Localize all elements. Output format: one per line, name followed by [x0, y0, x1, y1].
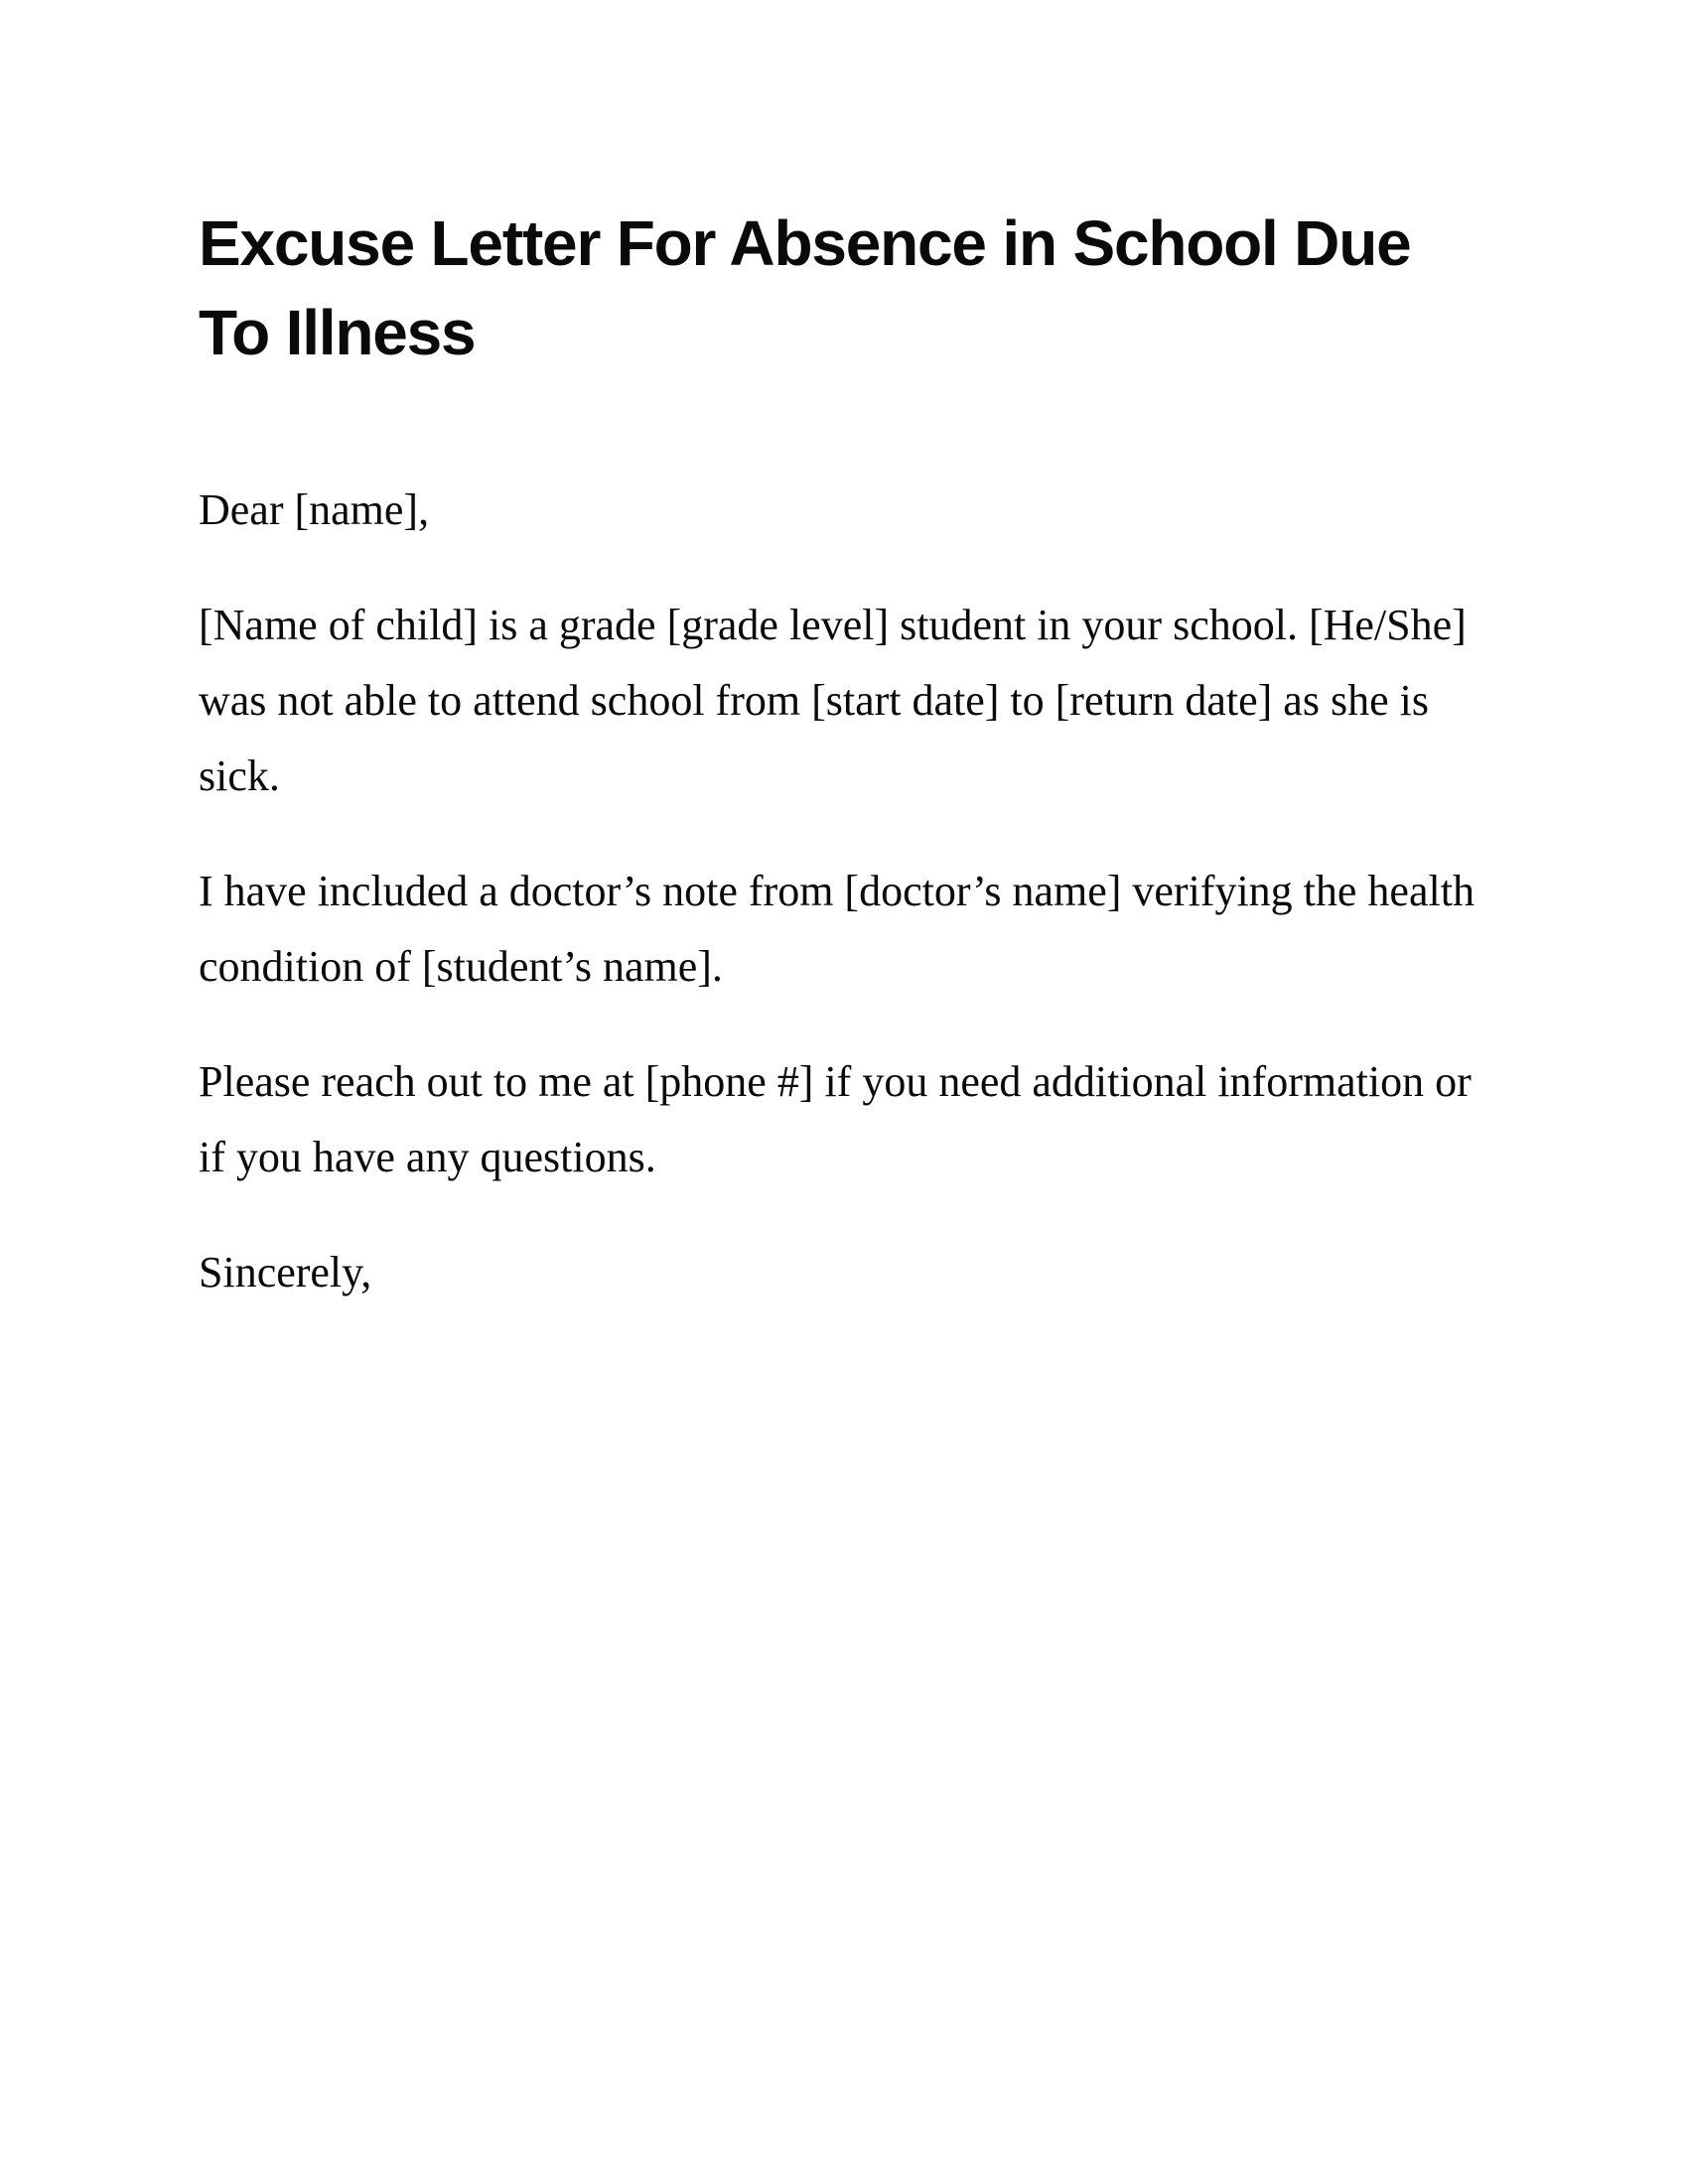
- paragraph-contact: Please reach out to me at [phone #] if you need additional information or if you have any questions.: [199, 1057, 1472, 1181]
- letter-content: [199, 199, 1489, 1310]
- paragraph-doctor-note: I have included a doctor’s note from [doctor’s name] verifying the health condition of [student’s name].: [199, 867, 1475, 991]
- letter-title: Excuse Letter For Absence in School Due To Illness: [199, 207, 1411, 368]
- closing: Sincerely,: [199, 1248, 372, 1297]
- salutation: Dear [name],: [199, 485, 430, 534]
- paragraph-absence: [Name of child] is a grade [grade level] student in your school. [He/She] was not able to attend school from [start date] to [return date] as she is sick.: [199, 601, 1467, 800]
